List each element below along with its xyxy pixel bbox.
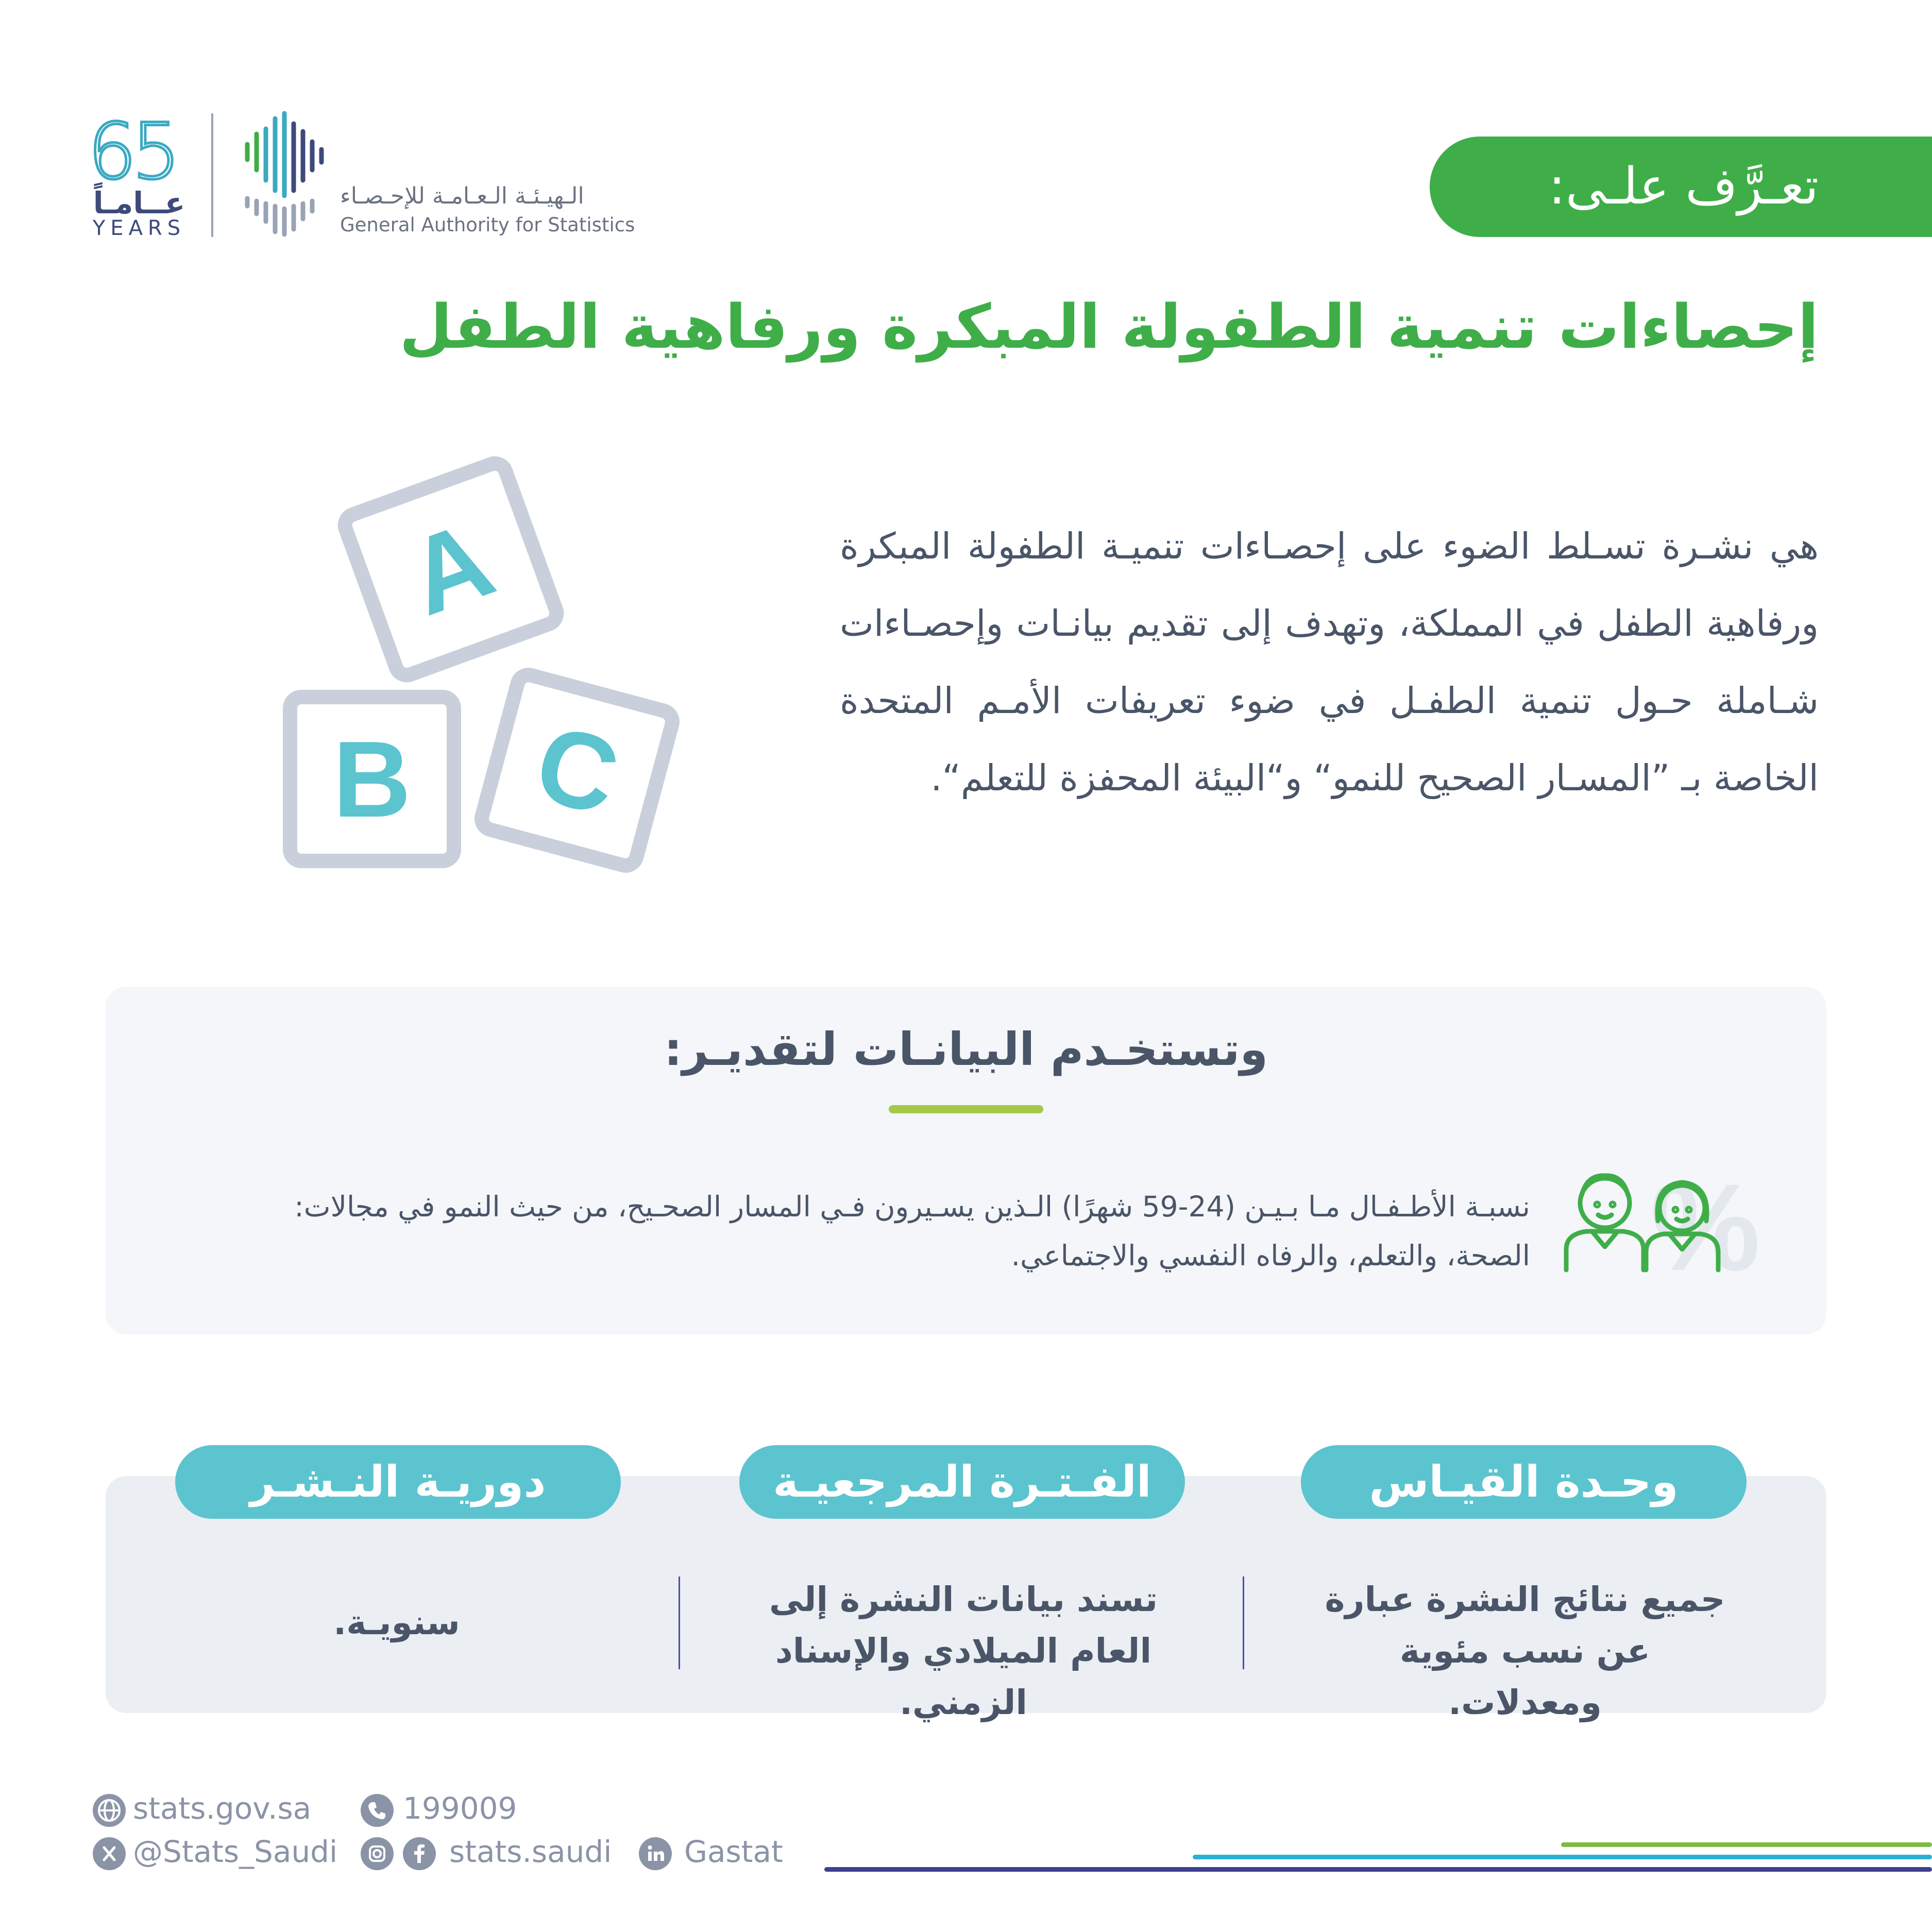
frequency-pill — [175, 1445, 621, 1519]
block-a — [342, 461, 560, 679]
unit-pill — [1301, 1445, 1747, 1519]
period-title: الفـتـرة المرجعيـة — [773, 1456, 1151, 1507]
linkedin-handle[interactable]: Gastat — [684, 1834, 783, 1869]
block-c — [479, 672, 675, 868]
footer-bar-green — [1561, 1842, 1932, 1847]
globe-icon — [93, 1794, 126, 1827]
children-percent-icon — [1556, 1154, 1760, 1296]
frequency-text: سنويـة. — [333, 1603, 460, 1642]
percent-icon: % — [1650, 1158, 1760, 1296]
phone-icon — [361, 1794, 394, 1827]
block-c-letter: C — [523, 701, 631, 839]
anniversary-label-ar: عــامـاً — [93, 185, 185, 221]
logo-divider — [211, 113, 213, 237]
info-divider-left — [679, 1577, 680, 1669]
footer-bar-navy — [824, 1867, 1932, 1872]
intro-paragraph: هي نشـرة تسـلط الضوء على إحصـاءات تنميـة الطفولة المبكرة ورفاهية الطفل في المملكة، وتهدف إلى تقديم بيانـات وإحصـاءات شـاملة حـول تنمية الطفـل في ضوء تعريفات الأمـم المتحدة الخاصة بـ ”المسـار الصحيح للنمو“ و“البيئة المحفزة للتعلم“. — [840, 525, 1819, 799]
twitter-handle[interactable]: @Stats_Saudi — [133, 1834, 338, 1869]
anniversary-number: 65 — [88, 107, 176, 197]
gastat-logo-mark — [237, 113, 330, 237]
authority-name-ar: الـهيـئـة الـعـامـة للإحـصـاء — [340, 183, 584, 209]
anniversary-label-en: YEARS — [92, 216, 186, 240]
instagram-icon — [361, 1837, 394, 1870]
linkedin-icon — [639, 1837, 672, 1870]
block-b — [290, 697, 454, 861]
unit-text: جميع نتائج النشرة عبارة عن نسب مئوية ومعدلات. — [1325, 1580, 1725, 1722]
period-text: تسند بيانات النشرة إلى العام الميلادي والإسناد الزمني. — [769, 1580, 1158, 1722]
website-link[interactable]: stats.gov.sa — [133, 1791, 312, 1826]
phone-number[interactable]: 199009 — [403, 1791, 517, 1826]
abc-blocks-illustration — [268, 443, 732, 886]
unit-title: وحـدة القيـاس — [1369, 1456, 1679, 1507]
usage-title: وتستخـدم البيانـات لتقديـر: — [664, 1023, 1268, 1076]
social-handle[interactable]: stats.saudi — [449, 1834, 612, 1869]
footer-bar-blue — [1193, 1855, 1932, 1859]
know-label: تعـرَّف علـى: — [1548, 157, 1819, 216]
know-banner — [1430, 137, 1932, 237]
block-b-letter: B — [333, 719, 411, 840]
info-divider-right — [1243, 1577, 1244, 1669]
authority-name-en: General Authority for Statistics — [340, 214, 635, 236]
period-pill — [739, 1445, 1185, 1519]
usage-title-underline — [889, 1105, 1043, 1113]
page-title: إحصاءات تنمية الطفولة المبكرة ورفاهية الطفل — [399, 291, 1819, 362]
frequency-title: دوريـة النـشـر — [250, 1456, 546, 1507]
x-icon — [93, 1837, 126, 1870]
facebook-icon — [403, 1837, 436, 1870]
anniversary-logo — [82, 107, 196, 242]
usage-description: نسبـة الأطـفـال مـا بـيـن (24-59 شهرًا) الـذين يسـيرون فـي المسار الصحـيح، من حيث النمو في مجالات: الصحة، والتعلم، والرفاه النفسي والاجتماعي. — [294, 1190, 1530, 1272]
block-a-letter: A — [393, 498, 508, 638]
